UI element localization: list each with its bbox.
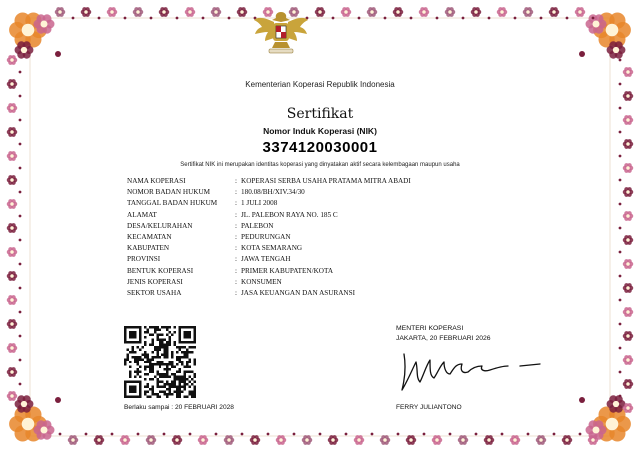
field-colon: :: [235, 221, 237, 230]
certificate-title: Sertifikat: [286, 106, 354, 122]
signatory-name: FERRY JULIANTONO: [396, 404, 462, 411]
field-colon: :: [235, 210, 237, 219]
field-colon: :: [235, 232, 237, 241]
field-label: PROVINSI: [127, 255, 161, 264]
field-colon: :: [235, 177, 237, 185]
signatory-block: [396, 324, 491, 344]
field-row: [127, 232, 507, 243]
field-label: TANGGAL BADAN HUKUM: [127, 199, 218, 208]
ministry-name: Kementerian Koperasi Republik Indonesia: [245, 80, 395, 89]
field-value: PEDURUNGAN: [241, 232, 291, 241]
field-label: NAMA KOPERASI: [127, 177, 186, 185]
field-value: PRIMER KABUPATEN/KOTA: [241, 266, 334, 275]
nik-number: 3374120030001: [262, 139, 378, 156]
field-value: KOPERASI SERBA USAHA PRATAMA MITRA ABADI: [241, 177, 411, 185]
field-colon: :: [235, 277, 237, 286]
field-value: JASA KEUANGAN DAN ASURANSI: [241, 288, 356, 297]
signatory-place-date: JAKARTA, 20 FEBRUARI 2026: [396, 335, 491, 342]
field-row: [127, 266, 507, 277]
field-row: [127, 210, 507, 221]
signatory-title: MENTERI KOPERASI: [396, 325, 464, 332]
field-row: [127, 277, 507, 288]
garuda-emblem-icon: [252, 6, 310, 58]
cooperative-details: [127, 176, 507, 299]
field-label: KABUPATEN: [127, 244, 170, 253]
field-value: KONSUMEN: [241, 277, 282, 286]
field-row: [127, 288, 507, 299]
field-row: [127, 243, 507, 254]
field-label: JENIS KOPERASI: [127, 277, 183, 286]
field-label: ALAMAT: [127, 210, 157, 219]
field-value: JAWA TENGAH: [241, 255, 291, 264]
field-value: 180.08/BH/XIV.34/30: [241, 188, 305, 197]
signature-icon: [396, 344, 546, 398]
qr-code-icon: [124, 326, 196, 398]
field-row: [127, 176, 507, 187]
field-colon: :: [235, 266, 237, 275]
field-row: [127, 198, 507, 209]
field-value: JL. PALEBON RAYA NO. 185 C: [241, 210, 338, 219]
field-label: BENTUK KOPERASI: [127, 266, 194, 275]
field-value: PALEBON: [241, 221, 274, 230]
field-colon: :: [235, 188, 237, 197]
field-label: DESA/KELURAHAN: [127, 221, 193, 230]
field-row: [127, 221, 507, 232]
field-colon: :: [235, 288, 237, 297]
field-row: [127, 187, 507, 198]
certificate-description: Sertifikat NIK ini merupakan identitas koperasi yang dinyatakan aktif secara kelembagaan maupun usaha: [180, 162, 460, 168]
field-label: KECAMATAN: [127, 232, 172, 241]
field-value: 1 JULI 2008: [241, 199, 278, 208]
field-label: SEKTOR USAHA: [127, 288, 182, 297]
field-value: KOTA SEMARANG: [241, 244, 303, 253]
field-row: [127, 254, 507, 265]
field-colon: :: [235, 199, 237, 208]
field-colon: :: [235, 255, 237, 264]
field-label: NOMOR BADAN HUKUM: [127, 188, 211, 197]
valid-until: Berlaku sampai : 20 FEBRUARI 2028: [124, 404, 234, 411]
certificate-subtitle: Nomor Induk Koperasi (NIK): [263, 126, 377, 136]
field-colon: :: [235, 244, 237, 253]
